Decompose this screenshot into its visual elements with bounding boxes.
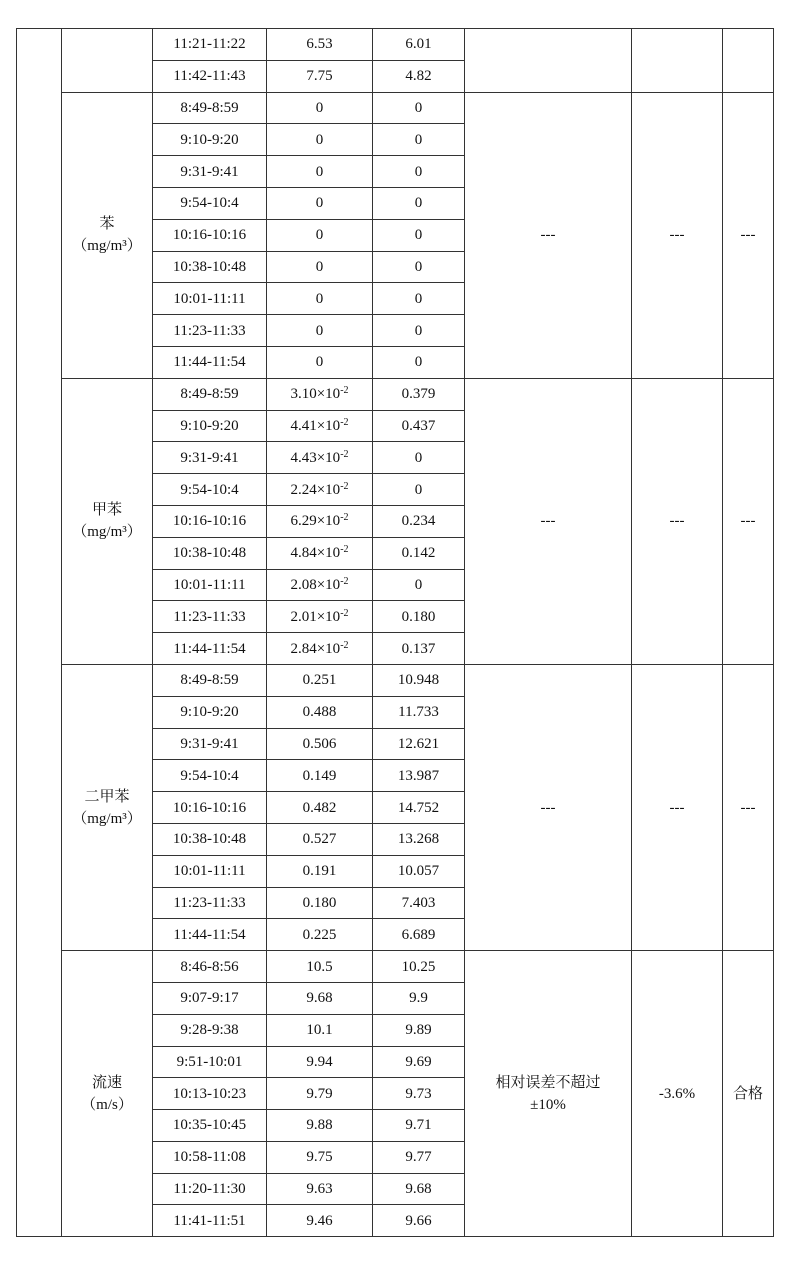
exponent: -2: [340, 512, 349, 524]
value-a-cell: 10.1: [267, 1014, 373, 1046]
time-cell: 9:07-9:17: [153, 982, 267, 1014]
parameter-cell: [62, 92, 153, 378]
exponent: -2: [340, 639, 349, 651]
mantissa: 3.10: [290, 386, 317, 403]
time-cell: 11:23-11:33: [153, 315, 267, 347]
value-b-cell: 4.82: [373, 60, 465, 92]
table-row: [17, 378, 774, 410]
value-b-cell: 9.9: [373, 982, 465, 1014]
value-b-cell: 0.234: [373, 505, 465, 537]
value-b-cell: 13.987: [373, 760, 465, 792]
table-row: [17, 92, 774, 124]
parameter-name: 甲苯: [91, 502, 122, 519]
value-b-cell: 14.752: [373, 792, 465, 824]
value-a-cell: 0.488: [267, 696, 373, 728]
mantissa: 2.08: [290, 576, 317, 593]
time-cell: 9:51-10:01: [153, 1046, 267, 1078]
value-b-cell: 0: [373, 569, 465, 601]
result-cell: ---: [723, 92, 774, 378]
value-b-cell: 11.733: [373, 696, 465, 728]
value-a-cell: 0.482: [267, 792, 373, 824]
time-cell: 9:54-10:4: [153, 760, 267, 792]
time-cell: 11:20-11:30: [153, 1173, 267, 1205]
time-cell: 10:35-10:45: [153, 1110, 267, 1142]
mantissa: 4.84: [290, 545, 317, 562]
time-cell: 11:21-11:22: [153, 29, 267, 61]
value-a-cell: 0.149: [267, 760, 373, 792]
table-row: [17, 664, 774, 696]
value-b-cell: 0.437: [373, 410, 465, 442]
time-cell: 11:44-11:54: [153, 919, 267, 951]
value-b-cell: 6.689: [373, 919, 465, 951]
criterion-cell: ---: [465, 664, 632, 950]
time-cell: 10:16-10:16: [153, 505, 267, 537]
exponent: -2: [340, 416, 349, 428]
time-cell: 9:10-9:20: [153, 124, 267, 156]
exponent: -2: [340, 448, 349, 460]
value-a-cell: 7.75: [267, 60, 373, 92]
value-b-cell: 0: [373, 187, 465, 219]
value-a-cell: 0: [267, 251, 373, 283]
value-a-cell: 9.46: [267, 1205, 373, 1237]
value-b-cell: 0.379: [373, 378, 465, 410]
criterion-cell: ---: [465, 378, 632, 664]
mantissa: 2.84: [290, 640, 317, 657]
time-cell: 10:13-10:23: [153, 1078, 267, 1110]
value-a-cell: 10.5: [267, 951, 373, 983]
time-cell: 10:38-10:48: [153, 823, 267, 855]
value-a-cell: [267, 601, 373, 633]
value-b-cell: 9.66: [373, 1205, 465, 1237]
time-cell: 9:31-9:41: [153, 156, 267, 188]
error-cell: ---: [632, 378, 723, 664]
value-a-cell: [267, 569, 373, 601]
time-cell: 10:01-11:11: [153, 569, 267, 601]
time-cell: 8:49-8:59: [153, 664, 267, 696]
times-ten: ×10: [316, 417, 341, 434]
value-a-cell: 0: [267, 315, 373, 347]
value-b-cell: 9.71: [373, 1110, 465, 1142]
value-a-cell: [267, 410, 373, 442]
criterion-cell: 相对误差不超过 ±10%: [465, 951, 632, 1237]
time-cell: 11:44-11:54: [153, 633, 267, 665]
error-cell: ---: [632, 92, 723, 378]
table-body: [17, 29, 774, 1237]
parameter-name: 流速: [91, 1074, 122, 1091]
parameter-cell: [62, 29, 153, 93]
time-cell: 11:23-11:33: [153, 887, 267, 919]
blank-first-column: [17, 29, 62, 1237]
value-b-cell: 0: [373, 219, 465, 251]
time-cell: 10:16-10:16: [153, 219, 267, 251]
value-a-cell: 9.75: [267, 1141, 373, 1173]
value-b-cell: 10.057: [373, 855, 465, 887]
result-cell: [723, 29, 774, 93]
times-ten: ×10: [316, 608, 341, 625]
value-b-cell: 0.137: [373, 633, 465, 665]
time-cell: 9:10-9:20: [153, 410, 267, 442]
exponent: -2: [340, 544, 349, 556]
value-b-cell: 13.268: [373, 823, 465, 855]
value-b-cell: 9.73: [373, 1078, 465, 1110]
error-cell: [632, 29, 723, 93]
value-b-cell: 9.69: [373, 1046, 465, 1078]
value-b-cell: 0: [373, 315, 465, 347]
time-cell: 10:01-11:11: [153, 855, 267, 887]
times-ten: ×10: [316, 481, 341, 498]
mantissa: 6.29: [290, 513, 317, 530]
parameter-name: 苯: [99, 216, 115, 233]
value-a-cell: 0.180: [267, 887, 373, 919]
exponent: -2: [340, 575, 349, 587]
criterion-cell: [465, 29, 632, 93]
time-cell: 10:58-11:08: [153, 1141, 267, 1173]
value-b-cell: 10.948: [373, 664, 465, 696]
value-a-cell: 0.225: [267, 919, 373, 951]
value-a-cell: 0.191: [267, 855, 373, 887]
exponent: -2: [340, 480, 349, 492]
value-a-cell: [267, 378, 373, 410]
value-a-cell: 0: [267, 124, 373, 156]
mantissa: 4.41: [290, 417, 317, 434]
value-b-cell: 0: [373, 442, 465, 474]
time-cell: 11:42-11:43: [153, 60, 267, 92]
time-cell: 11:23-11:33: [153, 601, 267, 633]
time-cell: 10:38-10:48: [153, 251, 267, 283]
value-b-cell: 7.403: [373, 887, 465, 919]
value-a-cell: 9.88: [267, 1110, 373, 1142]
times-ten: ×10: [316, 449, 341, 466]
time-cell: 10:01-11:11: [153, 283, 267, 315]
value-a-cell: [267, 537, 373, 569]
value-a-cell: 0.251: [267, 664, 373, 696]
value-b-cell: 10.25: [373, 951, 465, 983]
result-cell: ---: [723, 664, 774, 950]
value-a-cell: 0.506: [267, 728, 373, 760]
value-a-cell: 0.527: [267, 823, 373, 855]
value-b-cell: 0.142: [373, 537, 465, 569]
result-cell: ---: [723, 378, 774, 664]
time-cell: 9:54-10:4: [153, 187, 267, 219]
time-cell: 9:10-9:20: [153, 696, 267, 728]
time-cell: 11:44-11:54: [153, 346, 267, 378]
mantissa: 2.24: [290, 481, 317, 498]
time-cell: 9:54-10:4: [153, 474, 267, 506]
value-a-cell: 9.79: [267, 1078, 373, 1110]
time-cell: 9:28-9:38: [153, 1014, 267, 1046]
time-cell: 10:16-10:16: [153, 792, 267, 824]
value-a-cell: 6.53: [267, 29, 373, 61]
value-a-cell: 0: [267, 187, 373, 219]
value-b-cell: 6.01: [373, 29, 465, 61]
value-b-cell: 0: [373, 346, 465, 378]
value-b-cell: 0: [373, 92, 465, 124]
value-a-cell: 0: [267, 283, 373, 315]
value-a-cell: 0: [267, 156, 373, 188]
parameter-unit: （mg/m³）: [72, 238, 142, 255]
parameter-cell: [62, 951, 153, 1237]
parameter-name: 二甲苯: [84, 788, 130, 805]
exponent: -2: [340, 607, 349, 619]
comparison-table: [16, 28, 774, 1237]
table-row: [17, 29, 774, 61]
mantissa: 4.43: [290, 449, 317, 466]
value-a-cell: [267, 474, 373, 506]
value-b-cell: 0: [373, 251, 465, 283]
times-ten: ×10: [316, 386, 341, 403]
value-b-cell: 0: [373, 474, 465, 506]
value-a-cell: [267, 442, 373, 474]
parameter-unit: （mg/m³）: [72, 524, 142, 541]
parameter-cell: [62, 378, 153, 664]
exponent: -2: [340, 385, 349, 397]
value-a-cell: [267, 505, 373, 537]
value-b-cell: 9.77: [373, 1141, 465, 1173]
value-b-cell: 12.621: [373, 728, 465, 760]
error-cell: ---: [632, 664, 723, 950]
value-a-cell: 9.63: [267, 1173, 373, 1205]
mantissa: 2.01: [290, 608, 317, 625]
value-a-cell: 0: [267, 346, 373, 378]
times-ten: ×10: [316, 545, 341, 562]
value-b-cell: 0: [373, 124, 465, 156]
parameter-cell: [62, 664, 153, 950]
parameter-unit: （m/s）: [81, 1096, 133, 1113]
error-cell: -3.6%: [632, 951, 723, 1237]
value-b-cell: 0: [373, 156, 465, 188]
times-ten: ×10: [316, 640, 341, 657]
value-b-cell: 0.180: [373, 601, 465, 633]
parameter-unit: （mg/m³）: [72, 810, 142, 827]
value-b-cell: 0: [373, 283, 465, 315]
value-b-cell: 9.68: [373, 1173, 465, 1205]
value-a-cell: [267, 633, 373, 665]
result-cell: 合格: [723, 951, 774, 1237]
value-b-cell: 9.89: [373, 1014, 465, 1046]
times-ten: ×10: [316, 576, 341, 593]
time-cell: 11:41-11:51: [153, 1205, 267, 1237]
criterion-cell: ---: [465, 92, 632, 378]
time-cell: 8:49-8:59: [153, 378, 267, 410]
table-row: [17, 951, 774, 983]
value-a-cell: 9.68: [267, 982, 373, 1014]
time-cell: 8:46-8:56: [153, 951, 267, 983]
time-cell: 9:31-9:41: [153, 442, 267, 474]
time-cell: 9:31-9:41: [153, 728, 267, 760]
times-ten: ×10: [316, 513, 341, 530]
time-cell: 10:38-10:48: [153, 537, 267, 569]
value-a-cell: 0: [267, 92, 373, 124]
time-cell: 8:49-8:59: [153, 92, 267, 124]
value-a-cell: 9.94: [267, 1046, 373, 1078]
value-a-cell: 0: [267, 219, 373, 251]
